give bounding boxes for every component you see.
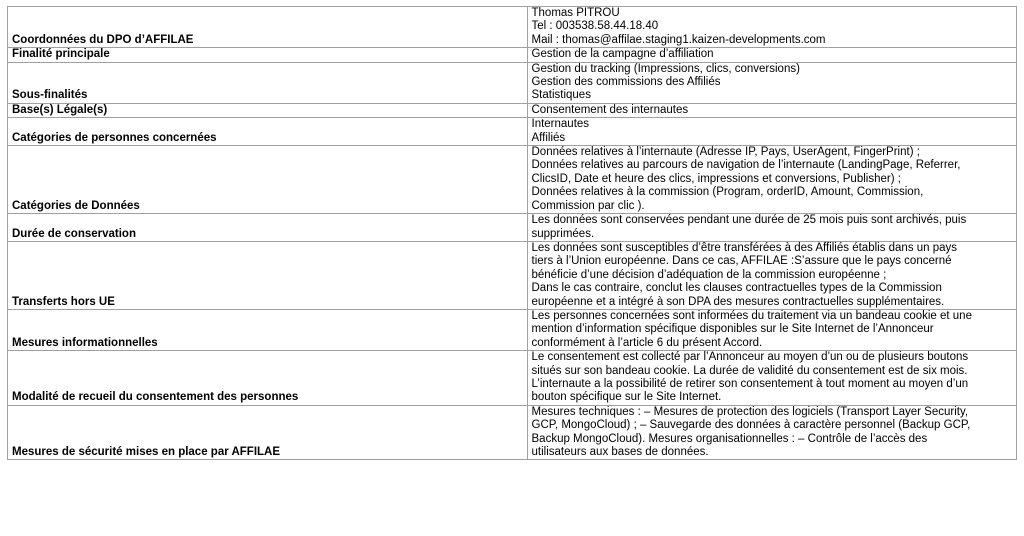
row-value	[527, 103, 1017, 117]
processing-register-table-wrapper	[7, 6, 1017, 460]
value-line: européenne et a intégré à son DPA des mesures contractuelles supplémentaires.	[531, 295, 945, 308]
value-line: Données relatives à l’internaute (Adresse IP, Pays, UserAgent, FingerPrint) ;	[531, 146, 920, 159]
row-value	[527, 241, 1017, 309]
processing-register-table	[7, 6, 1017, 460]
table-row	[8, 309, 1017, 350]
row-label: Coordonnées du DPO d’AFFILAE	[8, 7, 528, 48]
value-line: Commission par clic ).	[531, 199, 645, 212]
value-line: L’internaute a la possibilité de retirer son consentement à tout moment au moyen d’un	[531, 377, 969, 390]
row-label: Modalité de recueil du consentement des personnes	[8, 351, 528, 406]
value-line: Gestion du tracking (Impressions, clics, conversions)	[531, 62, 800, 75]
value-line: Mail : thomas@affilae.staging1.kaizen-developments.com	[531, 33, 826, 46]
row-label: Finalité principale	[8, 48, 528, 62]
table-row	[8, 48, 1017, 62]
value-line: Le consentement est collecté par l’Annonceur au moyen d’un ou de plusieurs boutons	[531, 351, 969, 364]
value-line: bouton spécifique sur le Site Internet.	[531, 391, 722, 404]
value-line: GCP, MongoCloud) ; – Sauvegarde des données à caractère personnel (Backup GCP,	[531, 419, 971, 432]
table-row	[8, 146, 1017, 214]
table-row	[8, 62, 1017, 103]
value-line: Tel : 003538.58.44.18.40	[531, 20, 659, 33]
value-line: Les données sont susceptibles d’être transférées à des Affiliés établis dans un pays	[531, 241, 958, 254]
table-row	[8, 241, 1017, 309]
row-value	[527, 309, 1017, 350]
value-line: Thomas PITROU	[531, 7, 620, 19]
row-label: Sous-finalités	[8, 62, 528, 103]
row-value	[527, 7, 1017, 48]
row-value	[527, 214, 1017, 242]
row-value	[527, 146, 1017, 214]
table-row	[8, 118, 1017, 146]
row-value	[527, 405, 1017, 460]
value-line: situés sur son bandeau cookie. La durée de validité du consentement est de six mois.	[531, 364, 968, 377]
value-line: ClicsID, Date et heure des clics, impressions et conversions, Publisher) ;	[531, 172, 901, 185]
table-row	[8, 351, 1017, 406]
row-value	[527, 62, 1017, 103]
value-line: bénéficie d’une décision d’adéquation de la commission européenne ;	[531, 268, 887, 281]
value-line: Affiliés	[531, 131, 566, 144]
value-line: Les données sont conservées pendant une durée de 25 mois puis sont archivés, puis	[531, 214, 967, 227]
row-value	[527, 48, 1017, 62]
value-line: Consentement des internautes	[531, 103, 689, 116]
value-line: Données relatives au parcours de navigation de l’internaute (LandingPage, Referrer,	[531, 159, 961, 172]
value-line: supprimées.	[531, 227, 595, 240]
value-line: tiers à l’Union européenne. Dans ce cas, AFFILAE :S’assure que le pays concerné	[531, 255, 952, 268]
row-label: Catégories de personnes concernées	[8, 118, 528, 146]
value-line: mention d’information spécifique disponibles sur le Site Internet de l’Annonceur	[531, 323, 934, 336]
value-line: Statistiques	[531, 89, 591, 102]
value-line: Données relatives à la commission (Program, orderID, Amount, Commission,	[531, 186, 924, 199]
value-line: Internautes	[531, 118, 590, 131]
table-row	[8, 103, 1017, 117]
value-line: Gestion des commissions des Affiliés	[531, 76, 721, 89]
value-line: Les personnes concernées sont informées du traitement via un bandeau cookie et une	[531, 309, 972, 322]
row-label: Transferts hors UE	[8, 241, 528, 309]
row-value	[527, 118, 1017, 146]
value-line: utilisateurs aux bases de données.	[531, 446, 709, 458]
row-label: Catégories de Données	[8, 146, 528, 214]
value-line: Mesures techniques : – Mesures de protection des logiciels (Transport Layer Security,	[531, 405, 969, 418]
value-line: Dans le cas contraire, conclut les clauses contractuelles types de la Commission	[531, 282, 942, 295]
row-label: Durée de conservation	[8, 214, 528, 242]
table-row	[8, 214, 1017, 242]
value-line: Gestion de la campagne d’affiliation	[531, 48, 714, 61]
value-line: Backup MongoCloud). Mesures organisationnelles : – Contrôle de l’accès des	[531, 432, 928, 445]
row-label: Mesures informationnelles	[8, 309, 528, 350]
table-row	[8, 405, 1017, 460]
row-label: Base(s) Légale(s)	[8, 103, 528, 117]
table-row	[8, 7, 1017, 48]
value-line: conformément à l’article 6 du présent Accord.	[531, 336, 763, 349]
row-value	[527, 351, 1017, 406]
row-label: Mesures de sécurité mises en place par AFFILAE	[8, 405, 528, 460]
